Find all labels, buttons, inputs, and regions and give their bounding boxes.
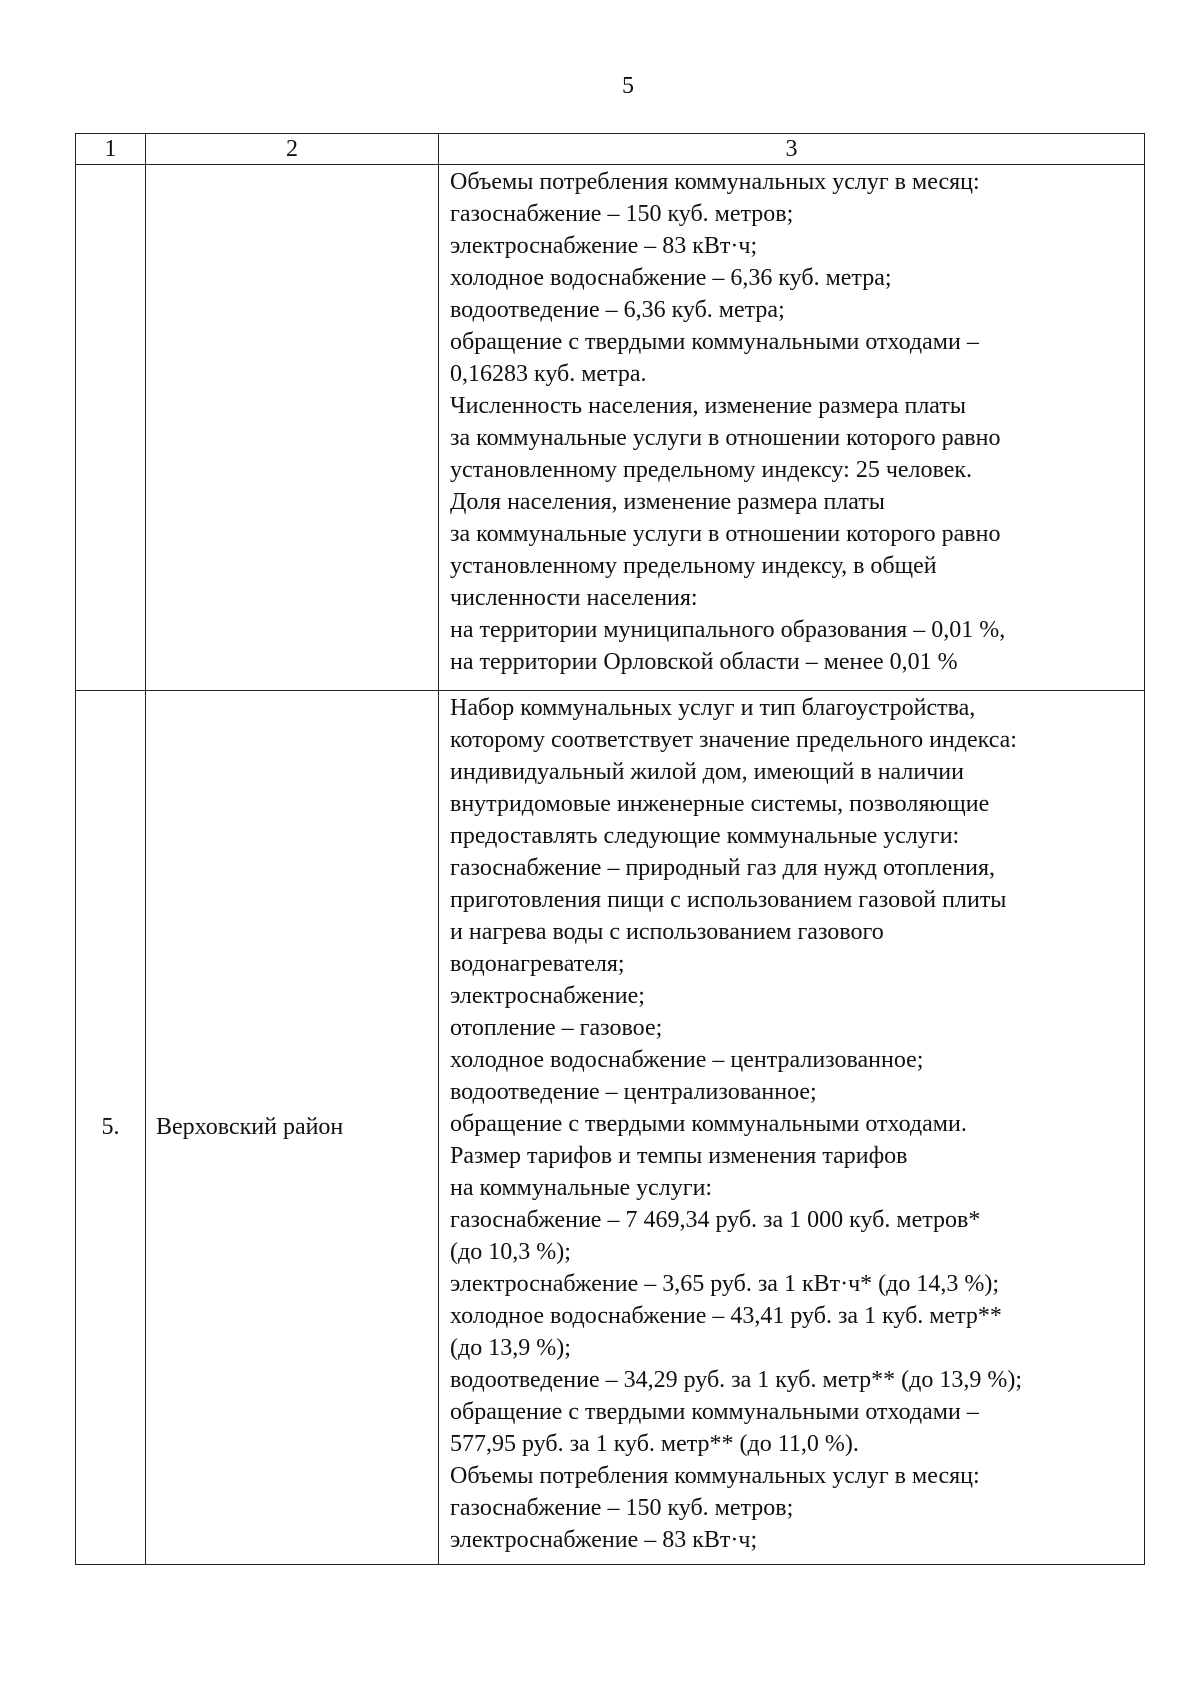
text-line: газоснабжение – 150 куб. метров; bbox=[450, 201, 794, 227]
text-line: и нагрева воды с использованием газового bbox=[450, 919, 884, 945]
text-line: приготовления пищи с использованием газовой плиты bbox=[450, 887, 1007, 913]
text-line: Доля населения, изменение размера платы bbox=[450, 489, 885, 515]
text-line: водоотведение – 6,36 куб. метра; bbox=[450, 297, 785, 323]
row-number-cell bbox=[76, 165, 146, 691]
text-line: установленному предельному индексу: 25 человек. bbox=[450, 457, 973, 483]
row-number-cell: 5. bbox=[76, 691, 146, 1565]
text-line: обращение с твердыми коммунальными отходами. bbox=[450, 1111, 967, 1137]
header-cell-district: 2 bbox=[146, 134, 439, 165]
table-header-row bbox=[76, 134, 1145, 165]
header-cell-number: 1 bbox=[76, 134, 146, 165]
text-line: за коммунальные услуги в отношении которого равно bbox=[450, 425, 1001, 451]
description-cell bbox=[439, 691, 1145, 1565]
text-line: отопление – газовое; bbox=[450, 1015, 663, 1041]
text-line: водоотведение – централизованное; bbox=[450, 1079, 817, 1105]
text-line: холодное водоснабжение – 43,41 руб. за 1 куб. метр** bbox=[450, 1303, 1002, 1329]
text-line: холодное водоснабжение – централизованное; bbox=[450, 1047, 924, 1073]
text-line: на коммунальные услуги: bbox=[450, 1175, 713, 1201]
text-line: 0,16283 куб. метра. bbox=[450, 361, 647, 387]
text-line: Объемы потребления коммунальных услуг в месяц: bbox=[450, 169, 980, 195]
text-line: водонагревателя; bbox=[450, 951, 625, 977]
text-line: установленному предельному индексу, в общей bbox=[450, 553, 937, 579]
text-line: газоснабжение – 7 469,34 руб. за 1 000 куб. метров* bbox=[450, 1207, 981, 1233]
text-line: 577,95 руб. за 1 куб. метр** (до 11,0 %). bbox=[450, 1431, 859, 1457]
district-cell bbox=[146, 165, 439, 691]
table-row bbox=[76, 691, 1145, 1565]
text-line: на территории Орловской области – менее 0,01 % bbox=[450, 649, 958, 675]
text-line: электроснабжение – 83 кВт·ч; bbox=[450, 233, 758, 259]
text-line: электроснабжение; bbox=[450, 983, 645, 1009]
text-line: (до 10,3 %); bbox=[450, 1239, 571, 1265]
text-line: водоотведение – 34,29 руб. за 1 куб. метр** (до 13,9 %); bbox=[450, 1367, 1022, 1393]
text-line: за коммунальные услуги в отношении которого равно bbox=[450, 521, 1001, 547]
table-row-continuation bbox=[76, 165, 1145, 691]
text-line: Численность населения, изменение размера платы bbox=[450, 393, 966, 419]
text-line: внутридомовые инженерные системы, позволяющие bbox=[450, 791, 990, 817]
text-line: на территории муниципального образования – 0,01 %, bbox=[450, 617, 1006, 643]
description-cell bbox=[439, 165, 1145, 691]
text-line: индивидуальный жилой дом, имеющий в наличии bbox=[450, 759, 964, 785]
text-line: обращение с твердыми коммунальными отходами – bbox=[450, 1399, 979, 1425]
page-number: 5 bbox=[622, 73, 634, 99]
text-line: Объемы потребления коммунальных услуг в месяц: bbox=[450, 1463, 980, 1489]
text-line: электроснабжение – 3,65 руб. за 1 кВт·ч* (до 14,3 %); bbox=[450, 1271, 1000, 1297]
text-line: холодное водоснабжение – 6,36 куб. метра; bbox=[450, 265, 892, 291]
tariff-table bbox=[75, 133, 1145, 1565]
text-line: обращение с твердыми коммунальными отходами – bbox=[450, 329, 979, 355]
text-line: (до 13,9 %); bbox=[450, 1335, 571, 1361]
text-line: газоснабжение – 150 куб. метров; bbox=[450, 1495, 794, 1521]
text-line: Размер тарифов и темпы изменения тарифов bbox=[450, 1143, 908, 1169]
text-line: электроснабжение – 83 кВт·ч; bbox=[450, 1527, 758, 1553]
header-cell-description: 3 bbox=[439, 134, 1145, 165]
text-line: газоснабжение – природный газ для нужд отопления, bbox=[450, 855, 996, 881]
district-cell: Верховский район bbox=[146, 691, 439, 1565]
text-line: Набор коммунальных услуг и тип благоустройства, bbox=[450, 695, 976, 721]
text-line: численности населения: bbox=[450, 585, 698, 611]
text-line: которому соответствует значение предельного индекса: bbox=[450, 727, 1017, 753]
text-line: предоставлять следующие коммунальные услуги: bbox=[450, 823, 960, 849]
